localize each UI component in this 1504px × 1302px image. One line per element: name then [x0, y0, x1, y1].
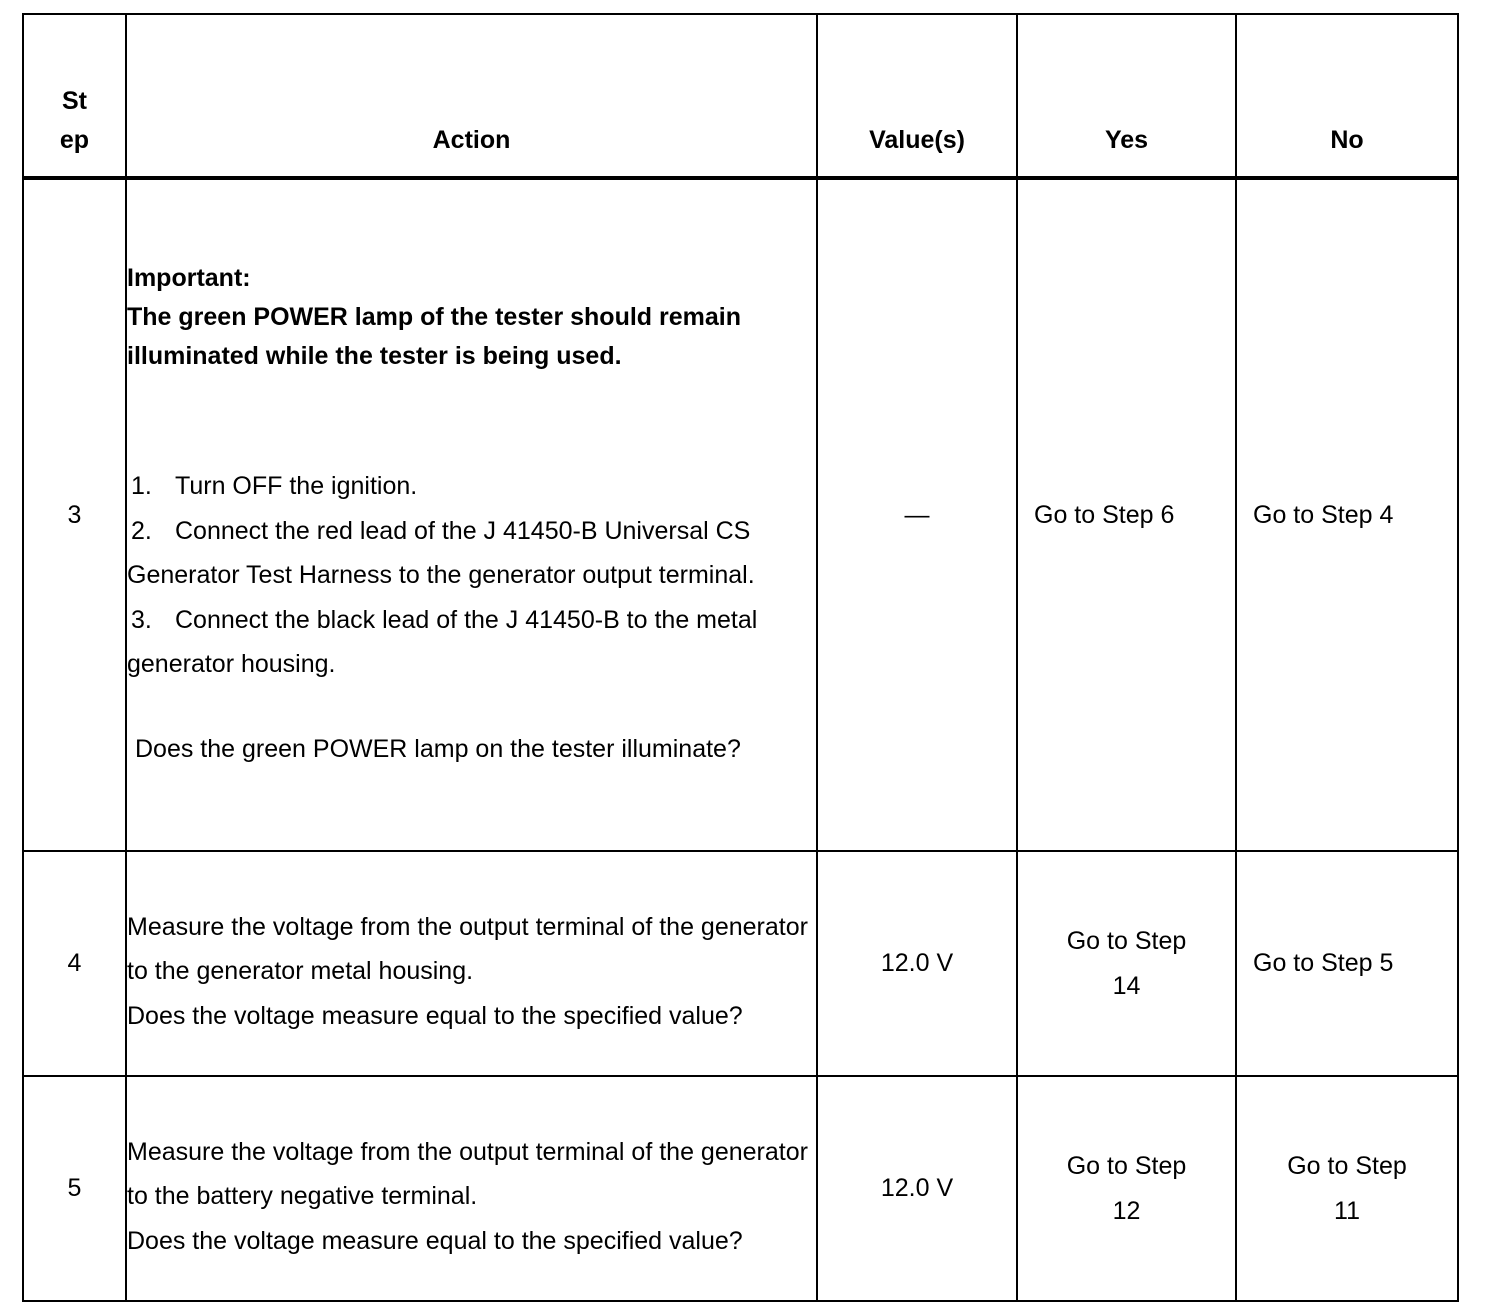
header-no: No — [1236, 14, 1458, 178]
no-outcome: Go to Step 5 — [1236, 851, 1458, 1076]
question-text: Does the voltage measure equal to the specified value? — [127, 1226, 743, 1255]
instruction-number: 1. — [131, 472, 152, 500]
no-outcome: Go to Step 4 — [1236, 178, 1458, 851]
value-cell: 12.0 V — [817, 851, 1017, 1076]
table-row-step-3 — [23, 178, 1458, 851]
yes-outcome: Go to Step 6 — [1017, 178, 1236, 851]
instruction-item — [127, 598, 816, 687]
table-row-step-4 — [23, 851, 1458, 1076]
action-cell — [126, 851, 817, 1076]
step-number: 5 — [23, 1076, 126, 1301]
diagnostic-table — [22, 13, 1459, 1302]
no-outcome-line1: Go to Step — [1287, 1152, 1407, 1180]
header-step-line1: St — [62, 87, 87, 115]
instruction-number: 3. — [131, 605, 152, 634]
header-values: Value(s) — [817, 14, 1017, 178]
instruction-text: Connect the red lead of the J 41450-B Universal CS Generator Test Harness to the generator output terminal. — [127, 516, 755, 589]
action-cell — [126, 1076, 817, 1301]
no-outcome-line2: 11 — [1334, 1196, 1360, 1225]
action-text: Measure the voltage from the output terminal of the generator to the battery negative terminal. — [127, 1137, 808, 1211]
question-text: Does the voltage measure equal to the specified value? — [127, 1001, 743, 1030]
header-yes: Yes — [1017, 14, 1236, 178]
yes-outcome-line1: Go to Step — [1066, 927, 1187, 955]
step-number: 4 — [23, 851, 126, 1076]
action-text: Measure the voltage from the output terminal of the generator to the generator metal housing. — [127, 912, 808, 986]
question-text: Does the green POWER lamp on the tester illuminate? — [135, 734, 741, 763]
no-outcome — [1236, 1076, 1458, 1301]
yes-outcome-line1: Go to Step — [1066, 1152, 1187, 1180]
yes-outcome-line2: 14 — [1112, 971, 1141, 1000]
value-cell: 12.0 V — [817, 1076, 1017, 1301]
instruction-item — [127, 464, 816, 509]
instruction-text: Connect the black lead of the J 41450-B to the metal generator housing. — [127, 605, 758, 678]
instruction-text: Turn OFF the ignition. — [175, 472, 418, 500]
yes-outcome — [1017, 1076, 1236, 1301]
action-cell — [126, 178, 817, 851]
yes-outcome-line2: 12 — [1112, 1196, 1141, 1225]
important-label: Important: — [127, 264, 251, 292]
instruction-list — [127, 464, 816, 687]
header-step-line2: ep — [59, 126, 90, 154]
header-action: Action — [126, 14, 817, 178]
instruction-number: 2. — [131, 516, 152, 545]
value-cell: — — [817, 178, 1017, 851]
table-row-step-5 — [23, 1076, 1458, 1301]
yes-outcome — [1017, 851, 1236, 1076]
table-header-row — [23, 14, 1458, 178]
header-step — [23, 14, 126, 178]
instruction-item — [127, 509, 816, 598]
step-number: 3 — [23, 178, 126, 851]
important-note: The green POWER lamp of the tester should remain illuminated while the tester is being used. — [127, 303, 741, 370]
